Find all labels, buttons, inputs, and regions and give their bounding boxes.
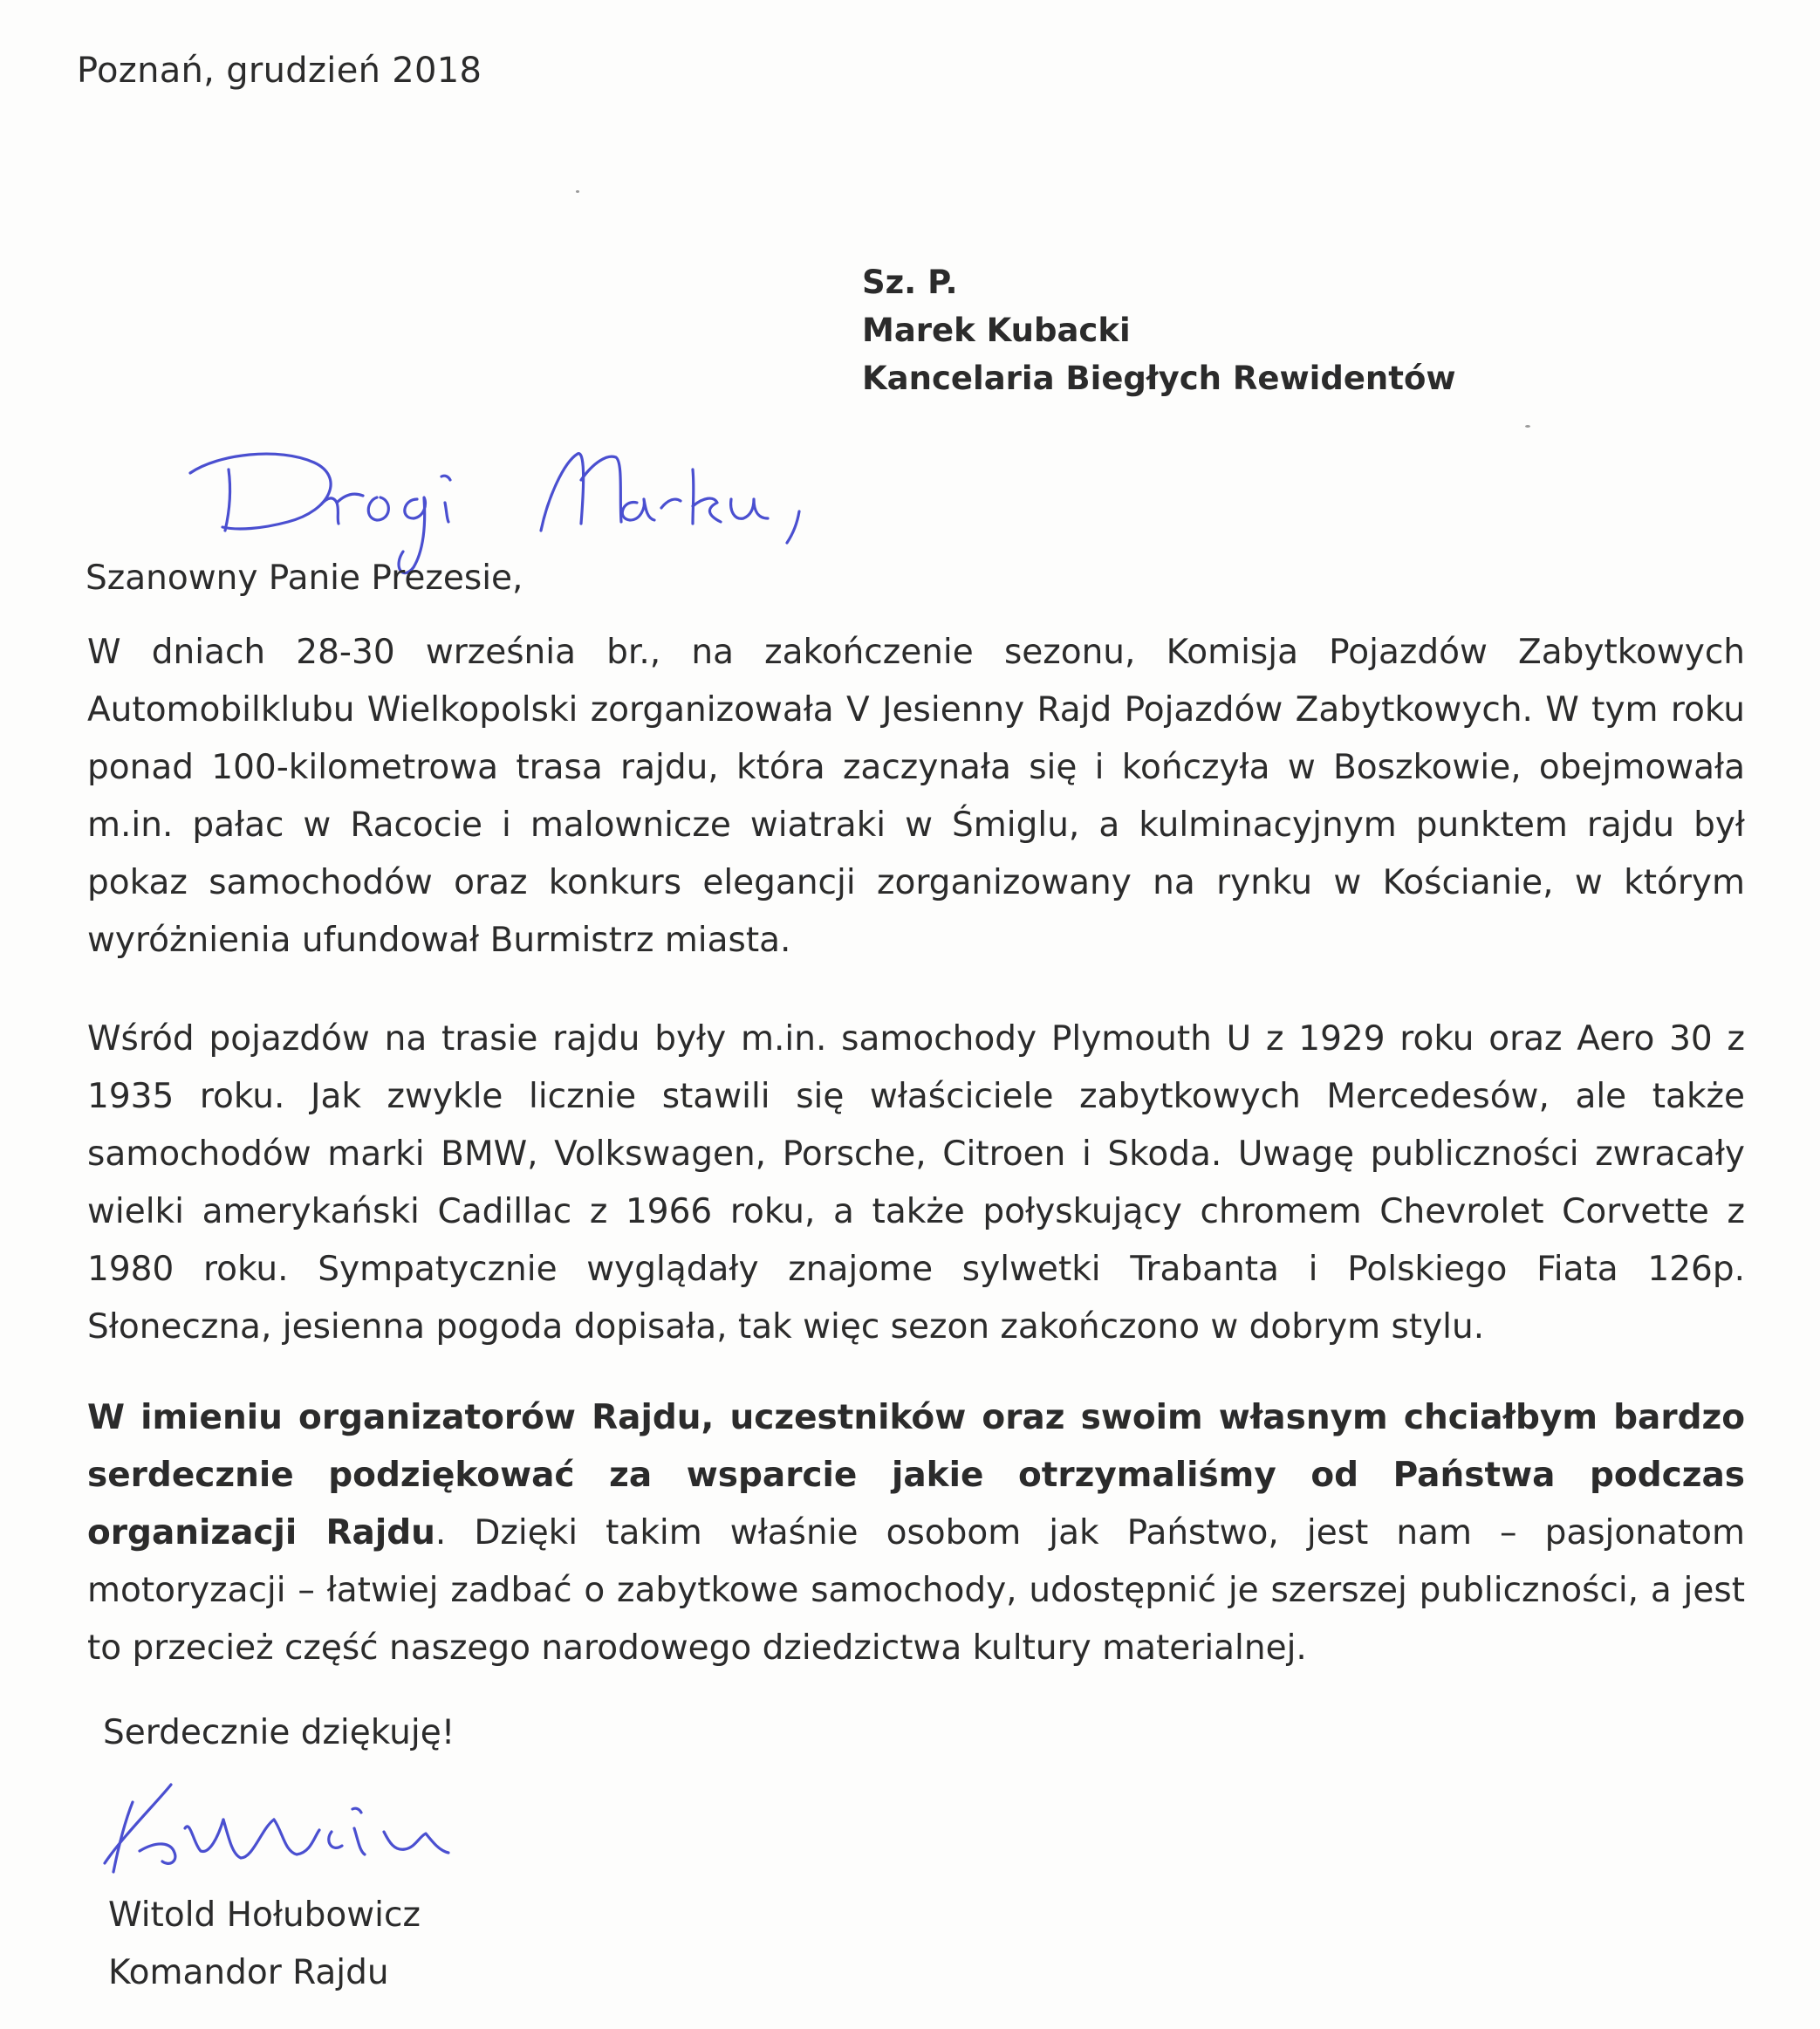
dateline: Poznań, grudzień 2018 xyxy=(77,51,482,91)
recipient-honorific: Sz. P. xyxy=(862,264,958,301)
handwritten-signature xyxy=(87,1767,593,1898)
paragraph-thanks xyxy=(87,1389,1745,1677)
recipient-block xyxy=(862,258,1456,402)
closing: Serdecznie dziękuję! xyxy=(103,1713,455,1752)
thanks-continuation: . Dzięki takim właśnie osobom jak Państwo, jest nam – pasjonatom motoryzacji – łatwiej zadbać o zabytkowe samochody, udostępnić je szerszej publiczności, a jest to przecież część naszego narodowego dziedzictwa kultury materialnej. xyxy=(87,1513,1745,1668)
recipient-name: Marek Kubacki xyxy=(862,312,1131,349)
thanks-emphasis: W imieniu organizatorów Rajdu, uczestników oraz swoim własnym chciałbym bardzo serdecznie podziękować za wsparcie jakie otrzymaliśmy od Państwa podczas organizacji Rajdu xyxy=(87,1398,1745,1553)
scan-speck xyxy=(1525,425,1530,428)
paragraph-vehicles: Wśród pojazdów na trasie rajdu były m.in. samochody Plymouth U z 1929 roku oraz Aero 30 z 1935 roku. Jak zwykle licznie stawili się właściciele zabytkowych Mercedesów, ale także samochodów marki BMW, Volkswagen, Porsche, Citroen i Skoda. Uwagę publiczności zwracały wielki amerykański Cadillac z 1966 roku, a także połyskujący chromem Chevrolet Corvette z 1980 roku. Sympatycznie wyglądały znajome sylwetki Trabanta i Polskiego Fiata 126p. Słoneczna, jesienna pogoda dopisała, tak więc sezon zakończono w dobrym stylu. xyxy=(87,1019,1745,1347)
scan-speck xyxy=(576,190,579,193)
signer-name: Witold Hołubowicz xyxy=(108,1895,421,1935)
recipient-company: Kancelaria Biegłych Rewidentów xyxy=(862,360,1456,397)
signer-title: Komandor Rajdu xyxy=(108,1953,389,1992)
signer-block xyxy=(108,1887,421,2002)
salutation: Szanowny Panie Prezesie, xyxy=(86,559,523,598)
paragraph-event: W dniach 28-30 września br., na zakończenie sezonu, Komisja Pojazdów Zabytkowych Automobilklubu Wielkopolski zorganizowała V Jesienny Rajd Pojazdów Zabytkowych. W tym roku ponad 100-kilometrowa trasa rajdu, która zaczynała się i kończyła w Boszkowie, obejmowała m.in. pałac w Racocie i malownicze wiatraki w Śmiglu, a kulminacyjnym punktem rajdu był pokaz samochodów oraz konkurs elegancji zorganizowany na rynku w Kościanie, w którym wyróżnienia ufundował Burmistrz miasta. xyxy=(87,633,1745,960)
